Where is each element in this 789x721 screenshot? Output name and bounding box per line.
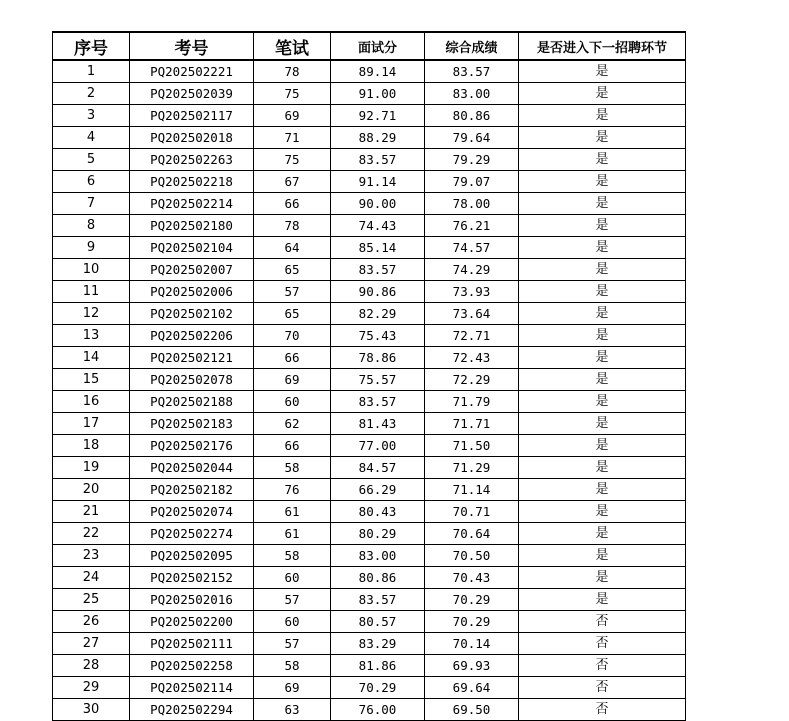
cell-exam-number: PQ202502182 (130, 479, 254, 501)
cell-written-score: 58 (254, 545, 331, 567)
cell-next-stage: 是 (519, 325, 686, 347)
cell-total-score: 70.43 (425, 567, 519, 589)
cell-interview-score: 80.29 (331, 523, 425, 545)
cell-written-score: 78 (254, 60, 331, 83)
cell-exam-number: PQ202502114 (130, 677, 254, 699)
cell-serial: 16 (53, 391, 130, 413)
cell-interview-score: 84.57 (331, 457, 425, 479)
cell-serial: 25 (53, 589, 130, 611)
cell-interview-score: 83.57 (331, 149, 425, 171)
cell-written-score: 57 (254, 281, 331, 303)
cell-total-score: 83.00 (425, 83, 519, 105)
cell-written-score: 58 (254, 457, 331, 479)
cell-exam-number: PQ202502206 (130, 325, 254, 347)
cell-serial: 3 (53, 105, 130, 127)
table-row (53, 391, 686, 413)
table-row (53, 105, 686, 127)
table-row (53, 281, 686, 303)
cell-written-score: 58 (254, 655, 331, 677)
cell-interview-score: 83.00 (331, 545, 425, 567)
cell-written-score: 65 (254, 303, 331, 325)
cell-next-stage: 是 (519, 127, 686, 149)
cell-serial: 22 (53, 523, 130, 545)
cell-exam-number: PQ202502102 (130, 303, 254, 325)
cell-total-score: 73.64 (425, 303, 519, 325)
table-row (53, 127, 686, 149)
cell-interview-score: 92.71 (331, 105, 425, 127)
cell-serial: 1 (53, 60, 130, 83)
cell-total-score: 70.71 (425, 501, 519, 523)
table-row (53, 435, 686, 457)
cell-next-stage: 是 (519, 171, 686, 193)
cell-written-score: 61 (254, 501, 331, 523)
table-row (53, 567, 686, 589)
cell-exam-number: PQ202502117 (130, 105, 254, 127)
cell-written-score: 67 (254, 171, 331, 193)
cell-serial: 17 (53, 413, 130, 435)
cell-next-stage: 是 (519, 545, 686, 567)
cell-next-stage: 是 (519, 501, 686, 523)
cell-interview-score: 81.43 (331, 413, 425, 435)
cell-interview-score: 74.43 (331, 215, 425, 237)
table-row (53, 325, 686, 347)
cell-written-score: 64 (254, 237, 331, 259)
header-interview-score: 面试分 (331, 32, 425, 60)
cell-serial: 20 (53, 479, 130, 501)
cell-next-stage: 是 (519, 193, 686, 215)
table-row (53, 60, 686, 83)
cell-exam-number: PQ202502006 (130, 281, 254, 303)
cell-exam-number: PQ202502121 (130, 347, 254, 369)
cell-interview-score: 80.86 (331, 567, 425, 589)
cell-exam-number: PQ202502095 (130, 545, 254, 567)
cell-exam-number: PQ202502214 (130, 193, 254, 215)
table-row (53, 237, 686, 259)
cell-exam-number: PQ202502111 (130, 633, 254, 655)
cell-serial: 30 (53, 699, 130, 721)
table-body (53, 60, 686, 721)
cell-total-score: 71.14 (425, 479, 519, 501)
cell-written-score: 60 (254, 611, 331, 633)
cell-exam-number: PQ202502274 (130, 523, 254, 545)
table-row (53, 523, 686, 545)
cell-serial: 28 (53, 655, 130, 677)
cell-written-score: 69 (254, 677, 331, 699)
table-row (53, 479, 686, 501)
cell-exam-number: PQ202502221 (130, 60, 254, 83)
cell-exam-number: PQ202502078 (130, 369, 254, 391)
table-row (53, 149, 686, 171)
cell-serial: 26 (53, 611, 130, 633)
cell-next-stage: 是 (519, 259, 686, 281)
cell-next-stage: 是 (519, 413, 686, 435)
cell-written-score: 66 (254, 435, 331, 457)
cell-exam-number: PQ202502180 (130, 215, 254, 237)
cell-exam-number: PQ202502183 (130, 413, 254, 435)
cell-total-score: 71.50 (425, 435, 519, 457)
cell-next-stage: 是 (519, 567, 686, 589)
cell-total-score: 80.86 (425, 105, 519, 127)
cell-serial: 29 (53, 677, 130, 699)
cell-total-score: 70.14 (425, 633, 519, 655)
cell-serial: 4 (53, 127, 130, 149)
cell-written-score: 66 (254, 347, 331, 369)
cell-next-stage: 否 (519, 655, 686, 677)
cell-written-score: 61 (254, 523, 331, 545)
cell-written-score: 60 (254, 391, 331, 413)
cell-next-stage: 是 (519, 149, 686, 171)
cell-written-score: 60 (254, 567, 331, 589)
cell-exam-number: PQ202502007 (130, 259, 254, 281)
cell-serial: 11 (53, 281, 130, 303)
cell-exam-number: PQ202502018 (130, 127, 254, 149)
cell-next-stage: 是 (519, 83, 686, 105)
table-row (53, 655, 686, 677)
cell-next-stage: 是 (519, 281, 686, 303)
cell-total-score: 78.00 (425, 193, 519, 215)
cell-next-stage: 是 (519, 237, 686, 259)
cell-total-score: 74.29 (425, 259, 519, 281)
cell-total-score: 70.29 (425, 589, 519, 611)
cell-exam-number: PQ202502218 (130, 171, 254, 193)
table-row (53, 457, 686, 479)
cell-total-score: 79.07 (425, 171, 519, 193)
cell-interview-score: 83.57 (331, 259, 425, 281)
cell-total-score: 70.50 (425, 545, 519, 567)
cell-written-score: 75 (254, 149, 331, 171)
cell-exam-number: PQ202502176 (130, 435, 254, 457)
cell-total-score: 83.57 (425, 60, 519, 83)
header-exam-number: 考号 (130, 32, 254, 60)
cell-serial: 5 (53, 149, 130, 171)
cell-next-stage: 是 (519, 523, 686, 545)
cell-serial: 2 (53, 83, 130, 105)
cell-interview-score: 80.57 (331, 611, 425, 633)
cell-total-score: 72.71 (425, 325, 519, 347)
cell-serial: 6 (53, 171, 130, 193)
cell-interview-score: 77.00 (331, 435, 425, 457)
cell-next-stage: 否 (519, 699, 686, 721)
cell-interview-score: 89.14 (331, 60, 425, 83)
cell-total-score: 70.64 (425, 523, 519, 545)
cell-interview-score: 75.57 (331, 369, 425, 391)
cell-exam-number: PQ202502044 (130, 457, 254, 479)
cell-serial: 21 (53, 501, 130, 523)
cell-exam-number: PQ202502039 (130, 83, 254, 105)
cell-interview-score: 76.00 (331, 699, 425, 721)
cell-next-stage: 是 (519, 303, 686, 325)
cell-serial: 15 (53, 369, 130, 391)
table-row (53, 215, 686, 237)
header-next-stage: 是否进入下一招聘环节 (519, 32, 686, 60)
cell-next-stage: 是 (519, 105, 686, 127)
cell-total-score: 74.57 (425, 237, 519, 259)
results-table (52, 31, 686, 721)
cell-total-score: 71.71 (425, 413, 519, 435)
cell-written-score: 75 (254, 83, 331, 105)
cell-serial: 27 (53, 633, 130, 655)
table-row (53, 193, 686, 215)
cell-written-score: 57 (254, 589, 331, 611)
cell-next-stage: 是 (519, 435, 686, 457)
cell-serial: 10 (53, 259, 130, 281)
cell-exam-number: PQ202502016 (130, 589, 254, 611)
cell-interview-score: 85.14 (331, 237, 425, 259)
results-sheet (52, 31, 686, 721)
cell-interview-score: 70.29 (331, 677, 425, 699)
header-row (53, 32, 686, 60)
cell-serial: 8 (53, 215, 130, 237)
table-row (53, 171, 686, 193)
cell-next-stage: 是 (519, 347, 686, 369)
cell-exam-number: PQ202502258 (130, 655, 254, 677)
table-row (53, 347, 686, 369)
cell-total-score: 72.29 (425, 369, 519, 391)
header-written-score: 笔试 (254, 32, 331, 60)
cell-exam-number: PQ202502074 (130, 501, 254, 523)
header-total-score: 综合成绩 (425, 32, 519, 60)
cell-interview-score: 91.14 (331, 171, 425, 193)
cell-next-stage: 是 (519, 457, 686, 479)
cell-serial: 18 (53, 435, 130, 457)
cell-next-stage: 是 (519, 589, 686, 611)
cell-serial: 12 (53, 303, 130, 325)
cell-serial: 14 (53, 347, 130, 369)
cell-exam-number: PQ202502104 (130, 237, 254, 259)
cell-exam-number: PQ202502294 (130, 699, 254, 721)
cell-written-score: 57 (254, 633, 331, 655)
cell-interview-score: 66.29 (331, 479, 425, 501)
cell-total-score: 76.21 (425, 215, 519, 237)
cell-serial: 13 (53, 325, 130, 347)
cell-total-score: 79.64 (425, 127, 519, 149)
table-row (53, 259, 686, 281)
table-row (53, 699, 686, 721)
cell-total-score: 71.29 (425, 457, 519, 479)
table-row (53, 501, 686, 523)
cell-next-stage: 是 (519, 479, 686, 501)
cell-written-score: 69 (254, 369, 331, 391)
cell-total-score: 79.29 (425, 149, 519, 171)
cell-written-score: 69 (254, 105, 331, 127)
cell-written-score: 65 (254, 259, 331, 281)
cell-written-score: 66 (254, 193, 331, 215)
cell-next-stage: 否 (519, 633, 686, 655)
table-row (53, 545, 686, 567)
cell-written-score: 71 (254, 127, 331, 149)
header-serial: 序号 (53, 32, 130, 60)
cell-exam-number: PQ202502188 (130, 391, 254, 413)
cell-exam-number: PQ202502200 (130, 611, 254, 633)
cell-total-score: 69.93 (425, 655, 519, 677)
table-row (53, 589, 686, 611)
table-row (53, 611, 686, 633)
cell-interview-score: 81.86 (331, 655, 425, 677)
cell-interview-score: 90.86 (331, 281, 425, 303)
cell-serial: 9 (53, 237, 130, 259)
cell-next-stage: 是 (519, 215, 686, 237)
table-row (53, 303, 686, 325)
cell-serial: 24 (53, 567, 130, 589)
cell-interview-score: 75.43 (331, 325, 425, 347)
cell-exam-number: PQ202502152 (130, 567, 254, 589)
cell-interview-score: 90.00 (331, 193, 425, 215)
cell-next-stage: 否 (519, 611, 686, 633)
cell-interview-score: 88.29 (331, 127, 425, 149)
cell-total-score: 69.64 (425, 677, 519, 699)
cell-interview-score: 82.29 (331, 303, 425, 325)
cell-written-score: 78 (254, 215, 331, 237)
table-row (53, 633, 686, 655)
cell-written-score: 70 (254, 325, 331, 347)
cell-next-stage: 否 (519, 677, 686, 699)
cell-next-stage: 是 (519, 369, 686, 391)
cell-interview-score: 83.29 (331, 633, 425, 655)
cell-total-score: 70.29 (425, 611, 519, 633)
table-row (53, 413, 686, 435)
cell-serial: 7 (53, 193, 130, 215)
table-row (53, 83, 686, 105)
cell-interview-score: 83.57 (331, 589, 425, 611)
cell-serial: 23 (53, 545, 130, 567)
cell-written-score: 63 (254, 699, 331, 721)
cell-interview-score: 80.43 (331, 501, 425, 523)
cell-interview-score: 83.57 (331, 391, 425, 413)
cell-total-score: 69.50 (425, 699, 519, 721)
cell-next-stage: 是 (519, 60, 686, 83)
cell-written-score: 62 (254, 413, 331, 435)
table-row (53, 677, 686, 699)
cell-written-score: 76 (254, 479, 331, 501)
cell-exam-number: PQ202502263 (130, 149, 254, 171)
cell-serial: 19 (53, 457, 130, 479)
cell-total-score: 73.93 (425, 281, 519, 303)
cell-next-stage: 是 (519, 391, 686, 413)
table-row (53, 369, 686, 391)
cell-interview-score: 91.00 (331, 83, 425, 105)
cell-total-score: 71.79 (425, 391, 519, 413)
cell-interview-score: 78.86 (331, 347, 425, 369)
cell-total-score: 72.43 (425, 347, 519, 369)
